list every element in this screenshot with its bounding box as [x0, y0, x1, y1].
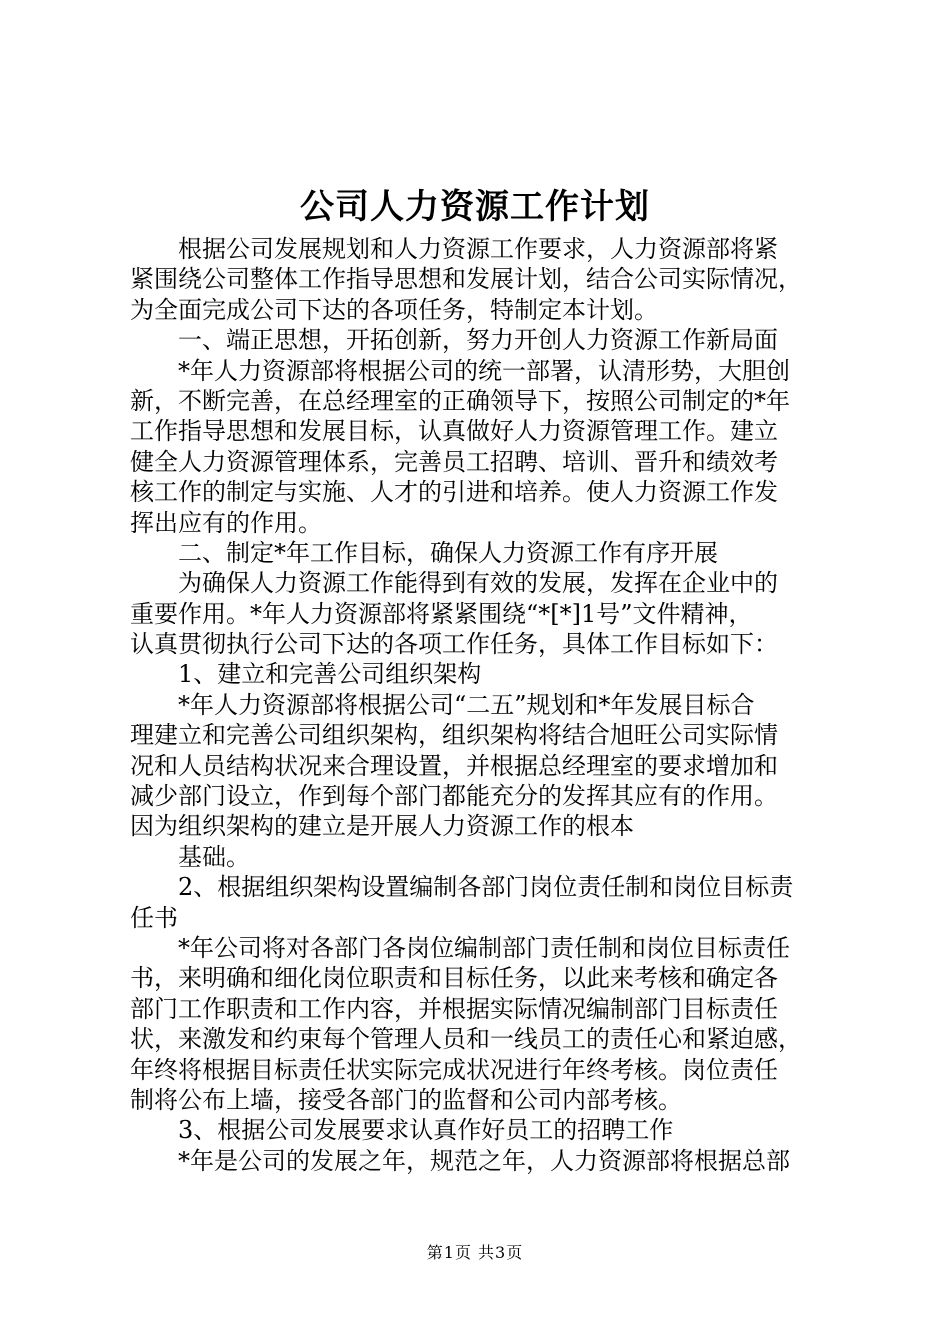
text-line: 为全面完成公司下达的各项任务，特制定本计划。: [130, 295, 658, 324]
text-line: 健全人力资源管理体系，完善员工招聘、培训、晋升和绩效考: [130, 447, 778, 476]
text-line: 核工作的制定与实施、人才的引进和培养。使人力资源工作发: [130, 478, 778, 507]
text-line: 3、根据公司发展要求认真作好员工的招聘工作: [178, 1116, 674, 1145]
page-footer: 第1页 共3页: [426, 1243, 524, 1262]
text-line: 为确保人力资源工作能得到有效的发展，发挥在企业中的: [178, 569, 778, 598]
text-line: 况和人员结构状况来合理设置，并根据总经理室的要求增加和: [130, 751, 778, 780]
text-line: 二、制定*年工作目标，确保人力资源工作有序开展: [178, 538, 718, 567]
text-line: *年人力资源部将根据公司的统一部署，认清形势，大胆创: [178, 356, 790, 385]
text-line: 紧围绕公司整体工作指导思想和发展计划，结合公司实际情况，: [130, 265, 802, 294]
text-line: 书，来明确和细化岗位职责和目标任务，以此来考核和确定各: [130, 964, 778, 993]
text-line: *年是公司的发展之年，规范之年，人力资源部将根据总部: [178, 1146, 790, 1175]
text-line: 重要作用。*年人力资源部将紧紧围绕“*[*]1号”文件精神，: [130, 599, 753, 628]
text-line: 理建立和完善公司组织架构，组织架构将结合旭旺公司实际情: [130, 721, 778, 750]
text-line: 工作指导思想和发展目标，认真做好人力资源管理工作。建立: [130, 417, 778, 446]
text-line: *年人力资源部将根据公司“二五”规划和*年发展目标合: [178, 690, 755, 719]
text-line: 任书: [130, 903, 178, 932]
text-line: 状，来激发和约束每个管理人员和一线员工的责任心和紧迫感，: [130, 1025, 802, 1054]
text-line: 因为组织架构的建立是开展人力资源工作的根本: [130, 812, 634, 841]
document-body: [130, 234, 830, 1176]
text-line: 新，不断完善，在总经理室的正确领导下，按照公司制定的*年: [130, 386, 790, 415]
text-line: 年终将根据目标责任状实际完成状况进行年终考核。岗位责任: [130, 1055, 778, 1084]
text-line: 减少部门设立，作到每个部门都能充分的发挥其应有的作用。: [130, 782, 778, 811]
text-line: 2、根据组织架构设置编制各部门岗位责任制和岗位目标责: [178, 873, 794, 902]
text-line: 部门工作职责和工作内容，并根据实际情况编制部门目标责任: [130, 994, 778, 1023]
text-line: 一、端正思想，开拓创新，努力开创人力资源工作新局面: [178, 326, 778, 355]
document-title: 公司人力资源工作计划: [300, 187, 650, 227]
text-line: 根据公司发展规划和人力资源工作要求，人力资源部将紧: [178, 235, 778, 263]
text-line: 基础。: [178, 842, 250, 871]
text-line: 挥出应有的作用。: [130, 508, 322, 537]
text-line: *年公司将对各部门各岗位编制部门责任制和岗位目标责任: [178, 933, 790, 962]
text-line: 1、建立和完善公司组织架构: [178, 660, 482, 689]
text-line: 认真贯彻执行公司下达的各项工作任务，具体工作目标如下：: [130, 630, 778, 659]
text-line: 制将公布上墙，接受各部门的监督和公司内部考核。: [130, 1085, 682, 1114]
